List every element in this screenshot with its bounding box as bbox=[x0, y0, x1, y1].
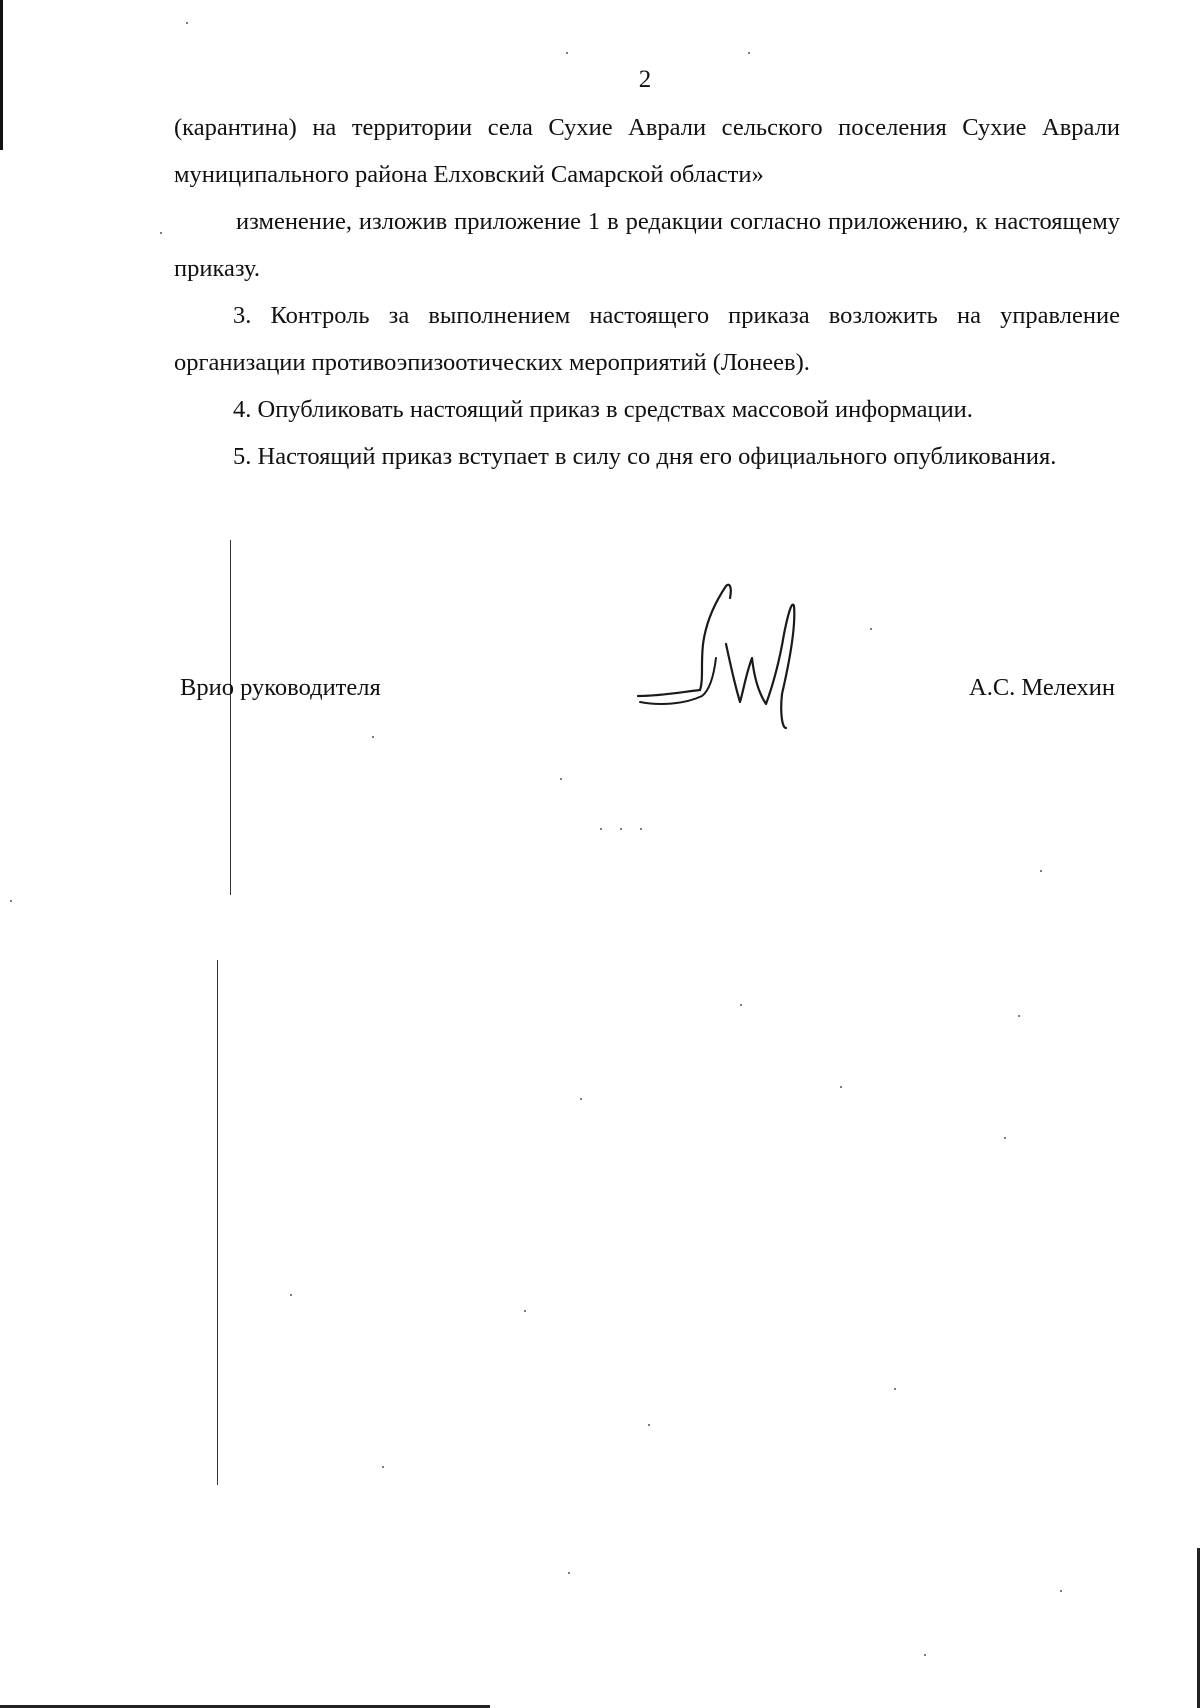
paragraph-item-4: 4. Опубликовать настоящий приказ в средствах массовой информации. bbox=[233, 396, 973, 423]
binder-line-upper bbox=[230, 540, 231, 895]
scan-speck bbox=[620, 828, 622, 830]
scan-speck bbox=[290, 1294, 292, 1296]
paragraph-item-5: 5. Настоящий приказ вступает в силу со дня его официального опубликования. bbox=[233, 443, 1057, 470]
scan-speck bbox=[648, 1424, 650, 1426]
scan-speck bbox=[870, 628, 872, 630]
scan-speck bbox=[566, 52, 568, 54]
scan-speck bbox=[1004, 1137, 1006, 1139]
scan-speck bbox=[186, 22, 188, 24]
scan-speck bbox=[382, 1466, 384, 1468]
scan-speck bbox=[10, 900, 12, 902]
signatory-role: Врио руководителя bbox=[180, 674, 381, 701]
scan-speck bbox=[160, 232, 162, 234]
scan-speck bbox=[640, 828, 642, 830]
scan-speck bbox=[560, 778, 562, 780]
signatory-name: А.С. Мелехин bbox=[969, 674, 1115, 701]
scan-speck bbox=[748, 52, 750, 54]
scan-speck bbox=[924, 1654, 926, 1656]
scan-speck bbox=[524, 1310, 526, 1312]
scan-speck bbox=[568, 1572, 570, 1574]
scan-speck bbox=[372, 736, 374, 738]
scan-speck bbox=[1040, 870, 1042, 872]
scan-edge-left bbox=[0, 0, 3, 150]
paragraph-amendment: изменение, изложив приложение 1 в редакции согласно приложению, к настоящему приказу. bbox=[174, 208, 1120, 282]
paragraph-item-3: 3. Контроль за выполнением настоящего приказа возложить на управление организации противоэпизоотических мероприятий (Лонеев). bbox=[174, 302, 1120, 376]
scan-speck bbox=[580, 1098, 582, 1100]
paragraph-continuation: (карантина) на территории села Сухие Аврали сельского поселения Сухие Аврали муниципального района Елховский Самарской области» bbox=[174, 114, 1120, 188]
binder-line-lower bbox=[217, 960, 218, 1485]
scan-speck bbox=[894, 1388, 896, 1390]
signature-row bbox=[180, 674, 1115, 714]
scan-speck bbox=[1018, 1015, 1020, 1017]
document-body bbox=[174, 104, 1120, 480]
scan-speck bbox=[840, 1086, 842, 1088]
page-number: 2 bbox=[638, 66, 652, 93]
scan-speck bbox=[600, 828, 602, 830]
scan-speck bbox=[1060, 1590, 1062, 1592]
handwritten-signature bbox=[630, 578, 830, 738]
scan-speck bbox=[740, 1004, 742, 1006]
